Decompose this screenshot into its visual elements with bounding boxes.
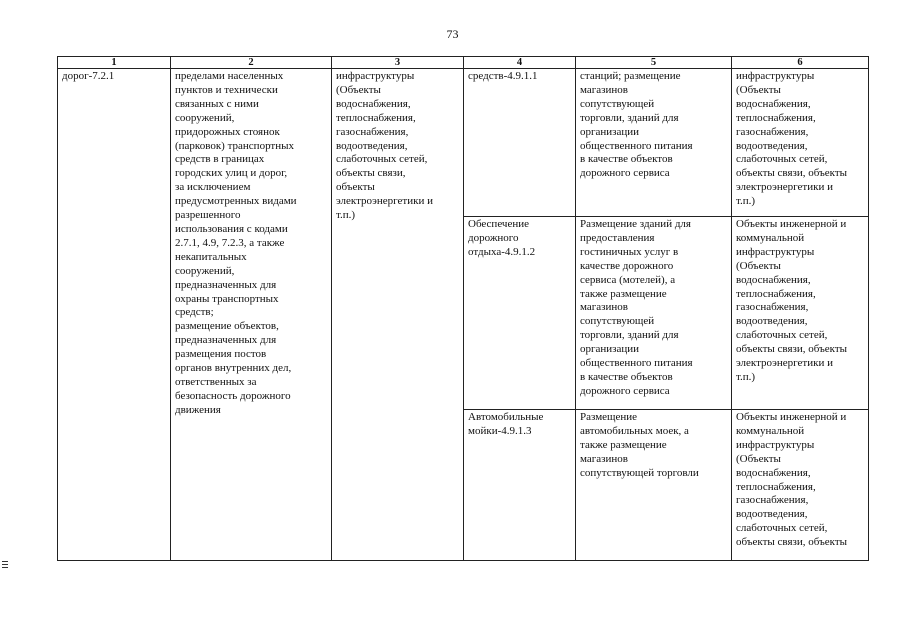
column-header-6: 6 [732, 57, 869, 69]
page-number: 73 [446, 27, 459, 41]
scan-edge-marks [2, 561, 8, 570]
table-cell-col5: Размещение автомобильных моек, а также размещение магазинов сопутствующей торговли [576, 410, 732, 561]
table-cell-col5: Размещение зданий для предоставления гостиничных услуг в качестве дорожного сервиса (мотелей), а также размещение магазинов сопутствующей торговли, зданий для организации общественного питания в качестве объектов дорожного сервиса [576, 217, 732, 410]
column-header-2: 2 [171, 57, 332, 69]
table-cell-col6: Объекты инженерной и коммунальной инфраструктуры (Объекты водоснабжения, теплоснабжения, газоснабжения, водоотведения, слаботочных сетей, объекты связи, объекты [732, 410, 869, 561]
column-header-1: 1 [58, 57, 171, 69]
table-cell-col6: инфраструктуры (Объекты водоснабжения, теплоснабжения, газоснабжения, водоотведения, слаботочных сетей, объекты связи, объекты электроэнергетики и т.п.) [732, 69, 869, 217]
column-header-5: 5 [576, 57, 732, 69]
table-cell-col3: инфраструктуры (Объекты водоснабжения, теплоснабжения, газоснабжения, водоотведения, слаботочных сетей, объекты связи, объекты электроэнергетики и т.п.) [332, 69, 464, 561]
table-cell-col4: средств-4.9.1.1 [464, 69, 576, 217]
table-row [58, 69, 869, 217]
table-header-row [58, 57, 869, 69]
table-cell-col4: Обеспечение дорожного отдыха-4.9.1.2 [464, 217, 576, 410]
table-cell-col6: Объекты инженерной и коммунальной инфраструктуры (Объекты водоснабжения, теплоснабжения, газоснабжения, водоотведения, слаботочных сетей, объекты связи, объекты электроэнергетики и т.п.) [732, 217, 869, 410]
zoning-table [57, 56, 869, 561]
column-header-3: 3 [332, 57, 464, 69]
table-cell-col1: дорог-7.2.1 [58, 69, 171, 561]
table-cell-col4: Автомобильные мойки-4.9.1.3 [464, 410, 576, 561]
table-cell-col2: пределами населенных пунктов и технически связанных с ними сооружений, придорожных стоянок (парковок) транспортных средств в границах городских улиц и дорог, за исключением предусмотренных видами разрешенного использования с кодами 2.7.1, 4.9, 7.2.3, а также некапитальных сооружений, предназначенных для охраны транспортных средств; размещение объектов, предназначенных для размещения постов органов внутренних дел, ответственных за безопасность дорожного движения [171, 69, 332, 561]
column-header-4: 4 [464, 57, 576, 69]
table-cell-col5: станций; размещение магазинов сопутствующей торговли, зданий для организации общественного питания в качестве объектов дорожного сервиса [576, 69, 732, 217]
